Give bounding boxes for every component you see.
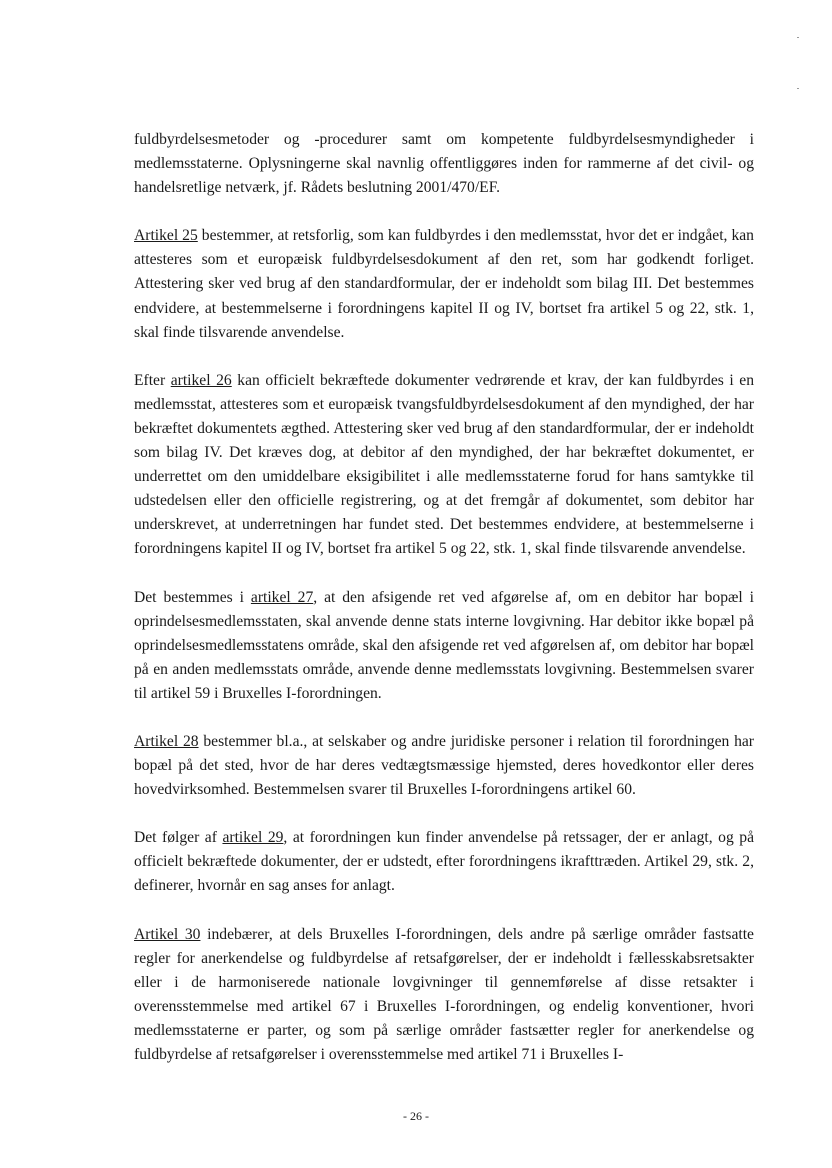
paragraph xyxy=(134,128,754,200)
paragraph-text: fuldbyrdelsesmetoder og -procedurer samt om kompetente fuldbyrdelsesmyndigheder i medlemsstaterne. Oplysningerne skal navnlig offentliggøres inden for rammerne af det civil- og handelsretlige netværk, jf. Rådets beslutning 2001/470/EF. xyxy=(134,131,754,197)
paragraph-lead: Det følger af xyxy=(134,829,223,847)
paragraph-text: kan officielt bekræftede dokumenter vedrørende et krav, der kan fuldbyrdes i en medlemsstat, attesteres som et europæisk tvangsfuldbyrdelsesdokument af den myndighed, der har bekræftet dokumentets ægthed. Attestering sker ved brug af den standardformular, der er indeholdt som bilag IV. Det kræves dog, at debitor af den myndighed, der har bekræftet dokumentet, er underrettet om den umiddelbare eksigibilitet i alle medlemsstaterne forud for hans samtykke til udstedelsen eller den officielle registrering, og at det fremgår af dokumentet, som debitor har underskrevet, at underretningen har fundet sted. Det bestemmes endvidere, at bestemmelserne i forordningens kapitel II og IV, bortset fra artikel 5 og 22, stk. 1, skal finde tilsvarende anvendelse. xyxy=(134,371,754,558)
article-reference: artikel 26 xyxy=(170,371,232,389)
paragraph xyxy=(134,586,754,706)
page-number: - 26 - xyxy=(403,1109,429,1123)
paragraph-text: indebærer, at dels Bruxelles I-forordningen, dels andre på særlige områder fastsatte regler for anerkendelse og fuldbyrdelse af retsafgørelser, der er indeholdt i fællesskabsretsakter eller i de harmoniserede nationale lovgivninger til gennemførelse af disse retsakter i overensstemmelse med artikel 67 i Bruxelles I-forordningen, og endelig konventioner, hvori medlemsstaterne er parter, og som på særlige områder fastsætter regler for anerkendelse og fuldbyrdelse af retsafgørelser i overensstemmelse med artikel 71 i Bruxelles I- xyxy=(134,925,754,1063)
paragraph-text: bestemmer, at retsforlig, som kan fuldbyrdes i den medlemsstat, hvor det er indgået, kan attesteres som et europæisk fuldbyrdelsesdokument af den ret, som har godkendt forliget. Attestering sker ved brug af den standardformular, der er indeholdt som bilag III. Det bestemmes endvidere, at bestemmelserne i forordningens kapitel II og IV, bortset fra artikel 5 og 22, stk. 1, skal finde tilsvarende anvendelse. xyxy=(134,227,754,341)
article-reference: Artikel 25 xyxy=(134,227,198,245)
paragraph xyxy=(134,826,754,898)
paragraph-lead: Det bestemmes i xyxy=(134,588,251,606)
scan-speck xyxy=(797,88,799,89)
paragraph xyxy=(134,730,754,802)
article-reference: Artikel 28 xyxy=(134,732,199,750)
paragraph-text: , at forordningen kun finder anvendelse på retssager, der er anlagt, og på officielt bekræftede dokumenter, der er udstedt, efter forordningens ikrafttræden. Artikel 29, stk. 2, definerer, hvornår en sag anses for anlagt. xyxy=(134,829,754,895)
paragraph-text: bestemmer bl.a., at selskaber og andre juridiske personer i relation til forordningen har bopæl på det sted, hvor de har deres vedtægtsmæssige hjemsted, deres hovedkontor eller deres hovedvirksomhed. Bestemmelsen svarer til Bruxelles I-forordningens artikel 60. xyxy=(134,732,754,799)
page-body xyxy=(134,128,754,1091)
article-reference: artikel 27 xyxy=(250,588,314,606)
paragraph-text: , at den afsigende ret ved afgørelse af, om en debitor har bopæl i oprindelsesmedlemsstaten, skal anvende denne stats interne lovgivning. Har debitor ikke bopæl på oprindelsesmedlemsstatens område, skal den afsigende ret ved afgørelsen af, om debitor har bopæl på en anden medlemsstats område, anvende denne medlemsstats lovgivning. Bestemmelsen svarer til artikel 59 i Bruxelles I-forordningen. xyxy=(134,588,754,702)
article-reference: Artikel 30 xyxy=(134,925,201,943)
article-reference: artikel 29 xyxy=(222,829,284,847)
scan-speck xyxy=(797,37,799,38)
paragraph xyxy=(134,369,754,562)
paragraph xyxy=(134,923,754,1068)
paragraph-lead: Efter xyxy=(134,371,171,389)
paragraph xyxy=(134,224,754,344)
